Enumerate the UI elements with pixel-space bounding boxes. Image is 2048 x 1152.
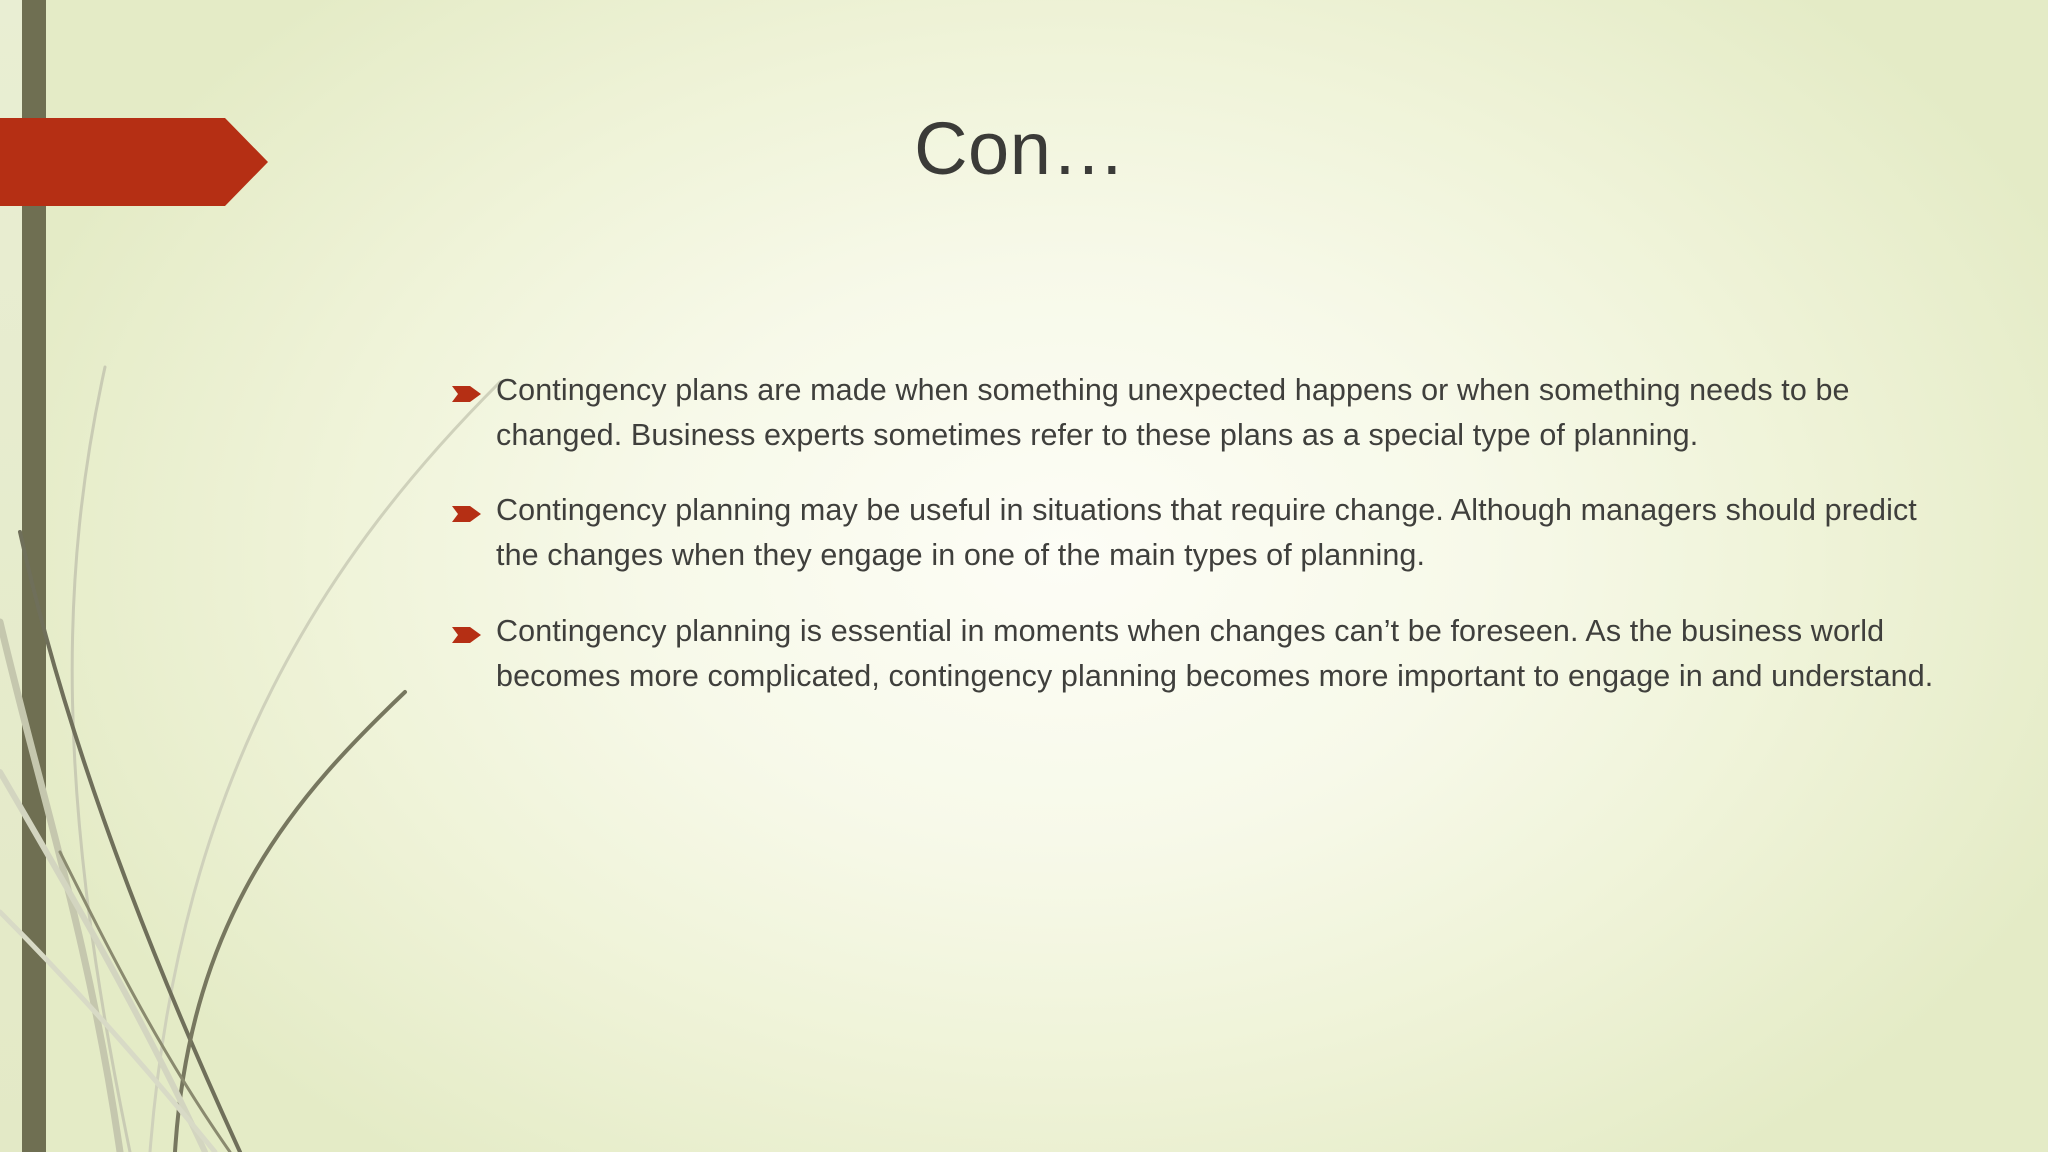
red-arrow-banner-shape [0,118,270,206]
list-item [452,368,1952,458]
list-item [452,609,1952,699]
list-item-text: Contingency planning is essential in moments when changes can’t be foreseen. As the business world becomes more complicated, contingency planning becomes more important to engage in and understand. [496,613,1934,693]
red-arrow-bullet-icon [452,368,496,404]
list-item [452,488,1952,578]
list-item-text: Contingency plans are made when something unexpected happens or when something needs to be changed. Business experts sometimes refer to these plans as a special type of planning. [496,373,1850,453]
slide-body [452,368,1952,699]
red-arrow-bullet-icon [452,609,496,645]
grass-reeds-svg [0,152,520,1152]
red-arrow-bullet-icon [452,488,496,524]
list-item-text: Contingency planning may be useful in situations that require change. Although managers should predict the changes when they engage in one of the main types of planning. [496,493,1917,573]
grass-reeds-illustration [0,152,520,1152]
red-arrow-banner [0,118,270,206]
page-title: Con… [914,107,1126,190]
